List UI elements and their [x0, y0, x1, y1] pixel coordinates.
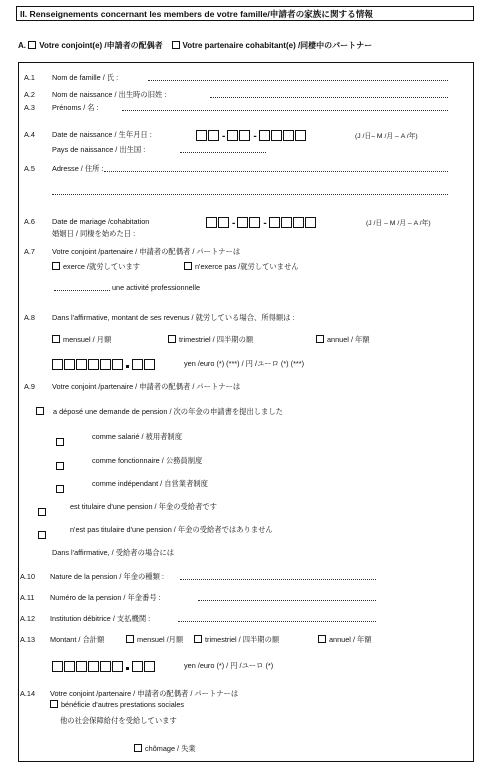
pension-number-label: Numéro de la pension / 年金番号 : — [50, 593, 161, 602]
row-number: A.9 — [24, 382, 35, 391]
birth-country-field[interactable] — [180, 144, 266, 153]
independant-checkbox[interactable] — [56, 485, 64, 493]
non-titulaire-label: n'est pas titulaire d'une pension / 年金の受給者ではありません — [70, 525, 273, 534]
partner-label: Votre partenaire cohabitant(e) /同棲中のパートナー — [182, 41, 373, 50]
birth-date-label: Date de naissance / 生年月日 : — [52, 130, 152, 139]
chomage-checkbox[interactable] — [134, 744, 142, 752]
address-field-line1[interactable] — [104, 163, 448, 172]
first-names-field[interactable] — [122, 102, 448, 111]
pension-amount-boxes[interactable] — [52, 657, 156, 675]
row-number: A.11 — [20, 593, 35, 602]
pension-applied-checkbox[interactable] — [36, 407, 44, 415]
pension-question: Votre conjoint /partenaire / 申請者の配偶者 / パートナーは — [52, 382, 241, 391]
row-number: A.14 — [20, 689, 36, 698]
marriage-date-label: Date de mariage /cohabitation — [52, 217, 150, 226]
benefits-checkbox[interactable] — [50, 700, 58, 708]
partner-checkbox[interactable] — [172, 41, 180, 49]
revenue-monthly-checkbox[interactable] — [52, 335, 60, 343]
fonctionnaire-checkbox[interactable] — [56, 462, 64, 470]
activity-text: une activité professionnelle — [112, 283, 201, 292]
nexerce-checkbox[interactable] — [184, 262, 192, 270]
pension-monthly-option: mensuel /月額 — [126, 635, 183, 645]
row-number: A.6 — [24, 217, 35, 226]
row-number: A.8 — [24, 313, 35, 322]
pension-annual-option: annuel / 年額 — [318, 635, 372, 645]
revenue-annual-checkbox[interactable] — [316, 335, 324, 343]
birth-date-format: (J /日– M /月 – A /年) — [355, 133, 418, 140]
salarie-label: comme salarié / 被用者制度 — [92, 432, 183, 441]
spouse-checkbox[interactable] — [28, 41, 36, 49]
address-label: Adresse / 住所 : — [52, 164, 104, 173]
row-number: A.13 — [20, 635, 36, 644]
pension-nature-label: Nature de la pension / 年金の種類 : — [50, 572, 164, 581]
birth-country-label: Pays de naissance / 出生国 : — [52, 145, 146, 154]
revenue-quarterly-option: trimestriel / 四半期の額 — [168, 335, 253, 345]
marriage-date-format: (J /日 – M /月 – A /年) — [366, 220, 431, 227]
row-number: A.5 — [24, 164, 35, 173]
revenue-quarterly-checkbox[interactable] — [168, 335, 176, 343]
row-number: A.7 — [24, 247, 35, 256]
benefits-option: bénéficie d'autres prestations sociales — [50, 700, 184, 709]
revenue-monthly-option: mensuel / 月額 — [52, 335, 111, 345]
pension-quarterly-option: trimestriel / 四半期の額 — [194, 635, 279, 645]
paying-institution-field[interactable] — [178, 613, 376, 622]
revenue-amount-boxes[interactable] — [52, 355, 156, 373]
first-names-label: Prénoms / 名 : — [52, 103, 99, 112]
paying-institution-label: Institution débitrice / 支払機関 : — [50, 614, 151, 623]
address-field-line2[interactable] — [52, 186, 448, 195]
row-number: A.1 — [24, 73, 35, 82]
exerce-checkbox[interactable] — [52, 262, 60, 270]
independant-label: comme indépendant / 自営業者制度 — [92, 479, 208, 488]
titulaire-label: est titulaire d'une pension / 年金の受給者です — [70, 502, 217, 511]
revenue-question: Dans l'affirmative, montant de ses revenus / 就労している場合、所得額は : — [52, 313, 295, 322]
occupation-question: Votre conjoint /partenaire / 申請者の配偶者 / パートナーは — [52, 247, 241, 256]
chomage-option: chômage / 失業 — [134, 744, 196, 754]
birth-name-field[interactable] — [210, 89, 448, 98]
family-name-field[interactable] — [148, 72, 448, 81]
non-titulaire-checkbox[interactable] — [38, 531, 46, 539]
exerce-option: exerce /就労しています — [52, 262, 140, 272]
row-number: A.4 — [24, 130, 35, 139]
birth-date-boxes[interactable]: - - — [196, 126, 307, 144]
pension-applied-option: a déposé une demande de pension / 次の年金の申請書を提出しました — [36, 407, 283, 417]
activity-dots — [54, 282, 110, 291]
spouse-label: Votre conjoint(e) /申請者の配偶者 — [39, 41, 163, 50]
section-a-heading — [18, 40, 372, 51]
salarie-checkbox[interactable] — [56, 438, 64, 446]
row-number: A.10 — [20, 572, 36, 581]
pension-currency: yen /euro (*) / 円 /ユーロ (*) — [184, 661, 274, 670]
row-number: A.2 — [24, 90, 35, 99]
pension-number-field[interactable] — [198, 592, 376, 601]
benefits-question: Votre conjoint /partenaire / 申請者の配偶者 / パートナーは — [50, 689, 239, 698]
benefits-jp-label: 他の社会保障給付を受給しています — [60, 716, 177, 725]
section-header: II. Renseignements concernant les members de votre famille/申請者の家族に関する情報 — [16, 6, 474, 21]
marriage-date-sublabel: 婚姻日 / 同棲を始めた日 : — [52, 229, 136, 238]
marriage-date-boxes[interactable]: - - — [206, 213, 317, 231]
revenue-currency: yen /euro (*) (***) / 円 /ユーロ (*) (***) — [184, 359, 305, 368]
pension-nature-field[interactable] — [180, 571, 376, 580]
birth-name-label: Nom de naissance / 出生時の旧姓 : — [52, 90, 167, 99]
row-number: A.12 — [20, 614, 36, 623]
pension-annual-checkbox[interactable] — [318, 635, 326, 643]
nexerce-option: n'exerce pas /就労していません — [184, 262, 299, 272]
pension-monthly-checkbox[interactable] — [126, 635, 134, 643]
titulaire-checkbox[interactable] — [38, 508, 46, 516]
fonctionnaire-label: comme fonctionnaire / 公務員制度 — [92, 456, 203, 465]
row-number: A.3 — [24, 103, 35, 112]
section-a-prefix: A. — [18, 41, 26, 50]
pension-amount-label: Montant / 合計額 — [50, 635, 105, 644]
pension-quarterly-checkbox[interactable] — [194, 635, 202, 643]
pension-affirmative-note: Dans l'affirmative, / 受給者の場合には — [52, 548, 175, 557]
family-name-label: Nom de famille / 氏 : — [52, 73, 119, 82]
revenue-annual-option: annuel / 年額 — [316, 335, 370, 345]
